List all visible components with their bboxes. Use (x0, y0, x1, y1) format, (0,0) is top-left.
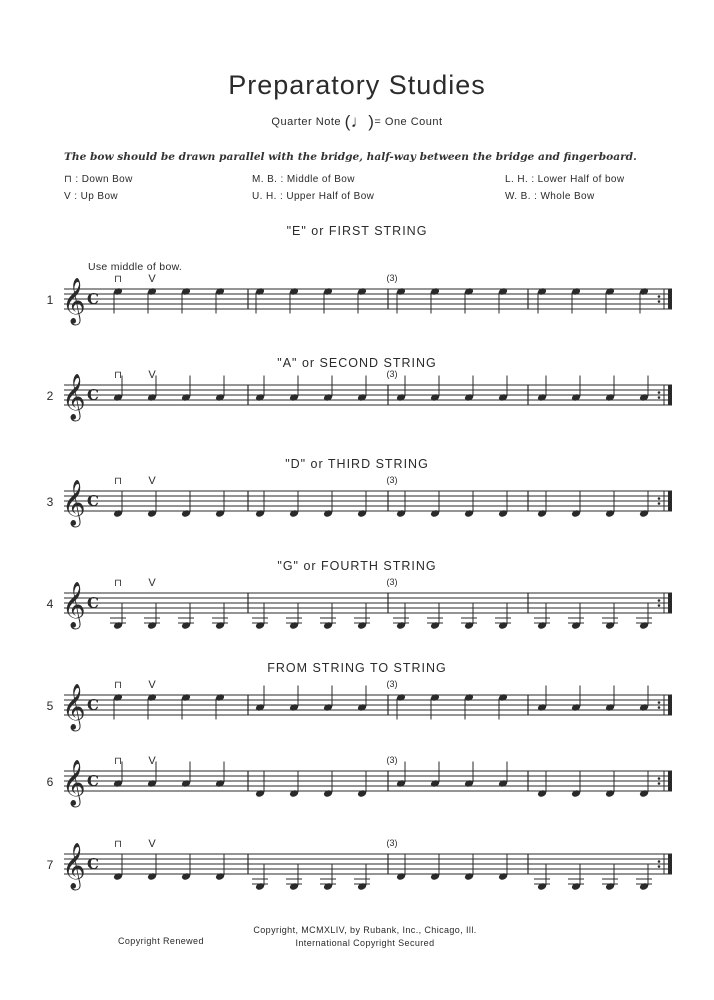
use-middle-of-bow-text: Use middle of bow. (88, 261, 183, 273)
legend-text: : Up Bow (74, 191, 119, 202)
exercise-number: 3 (46, 495, 54, 509)
up-bow-icon: V (148, 475, 156, 487)
treble-clef-icon: 𝄞 (62, 278, 86, 324)
repeat-marker: (3) (386, 273, 398, 283)
treble-clef-icon: 𝄞 (62, 843, 86, 889)
subtitle-suffix: = One Count (374, 116, 443, 128)
down-bow-icon: ⊓ (114, 756, 122, 767)
legend-text: : Lower Half of bow (531, 174, 625, 185)
common-time-signature: C (87, 855, 99, 873)
up-bow-icon: V (148, 679, 156, 691)
repeat-dot (658, 701, 661, 704)
section-heading-g-string: "G" or FOURTH STRING (277, 559, 437, 573)
final-barline-thick (668, 491, 672, 511)
subtitle-close-paren: ) (368, 112, 375, 131)
down-bow-icon: ⊓ (114, 680, 122, 691)
treble-clef-icon: 𝄞 (62, 374, 86, 420)
legend-abbrev: M. B. (252, 174, 278, 185)
exercise-number: 5 (46, 699, 54, 713)
treble-clef-icon: 𝄞 (62, 582, 86, 628)
treble-clef-icon: 𝄞 (62, 684, 86, 730)
repeat-dot (658, 396, 661, 399)
legend-text: : Middle of Bow (280, 174, 355, 185)
repeat-dot (658, 865, 661, 868)
up-bow-icon: V (64, 191, 72, 202)
copyright-line: Copyright, MCMXLIV, by Rubank, Inc., Chicago, Ill. (253, 925, 477, 935)
repeat-dot (658, 502, 661, 505)
repeat-dot (658, 497, 661, 500)
up-bow-icon: V (148, 838, 156, 850)
repeat-marker: (3) (386, 369, 398, 379)
legend-text: : Whole Bow (534, 191, 595, 202)
section-heading-a-string: "A" or SECOND STRING (277, 356, 437, 370)
final-barline-thick (668, 593, 672, 613)
exercise-number: 7 (46, 858, 54, 872)
up-bow-icon: V (148, 369, 156, 381)
common-time-signature: C (87, 290, 99, 308)
final-barline-thick (668, 854, 672, 874)
legend-abbrev: U. H. (252, 191, 277, 202)
exercise-number: 6 (46, 775, 54, 789)
section-heading-d-string: "D" or THIRD STRING (285, 457, 429, 471)
down-bow-icon: ⊓ (114, 578, 122, 589)
final-barline-thick (668, 771, 672, 791)
common-time-signature: C (87, 386, 99, 404)
legend-text: : Down Bow (75, 174, 133, 185)
up-bow-icon: V (148, 577, 156, 589)
quarter-note-icon: ♩ (350, 112, 369, 131)
exercise-number: 4 (46, 597, 54, 611)
repeat-dot (658, 300, 661, 303)
repeat-dot (658, 706, 661, 709)
repeat-dot (658, 782, 661, 785)
down-bow-icon: ⊓ (114, 476, 122, 487)
treble-clef-icon: 𝄞 (62, 760, 86, 806)
repeat-dot (658, 777, 661, 780)
legend-abbrev: W. B. (505, 191, 531, 202)
down-bow-icon: ⊓ (114, 274, 122, 285)
common-time-signature: C (87, 696, 99, 714)
common-time-signature: C (87, 594, 99, 612)
repeat-marker: (3) (386, 679, 398, 689)
repeat-marker: (3) (386, 475, 398, 485)
repeat-marker: (3) (386, 755, 398, 765)
exercise-number: 1 (46, 293, 54, 307)
subtitle-open-paren: ( (344, 112, 351, 131)
copyright-renewed: Copyright Renewed (118, 936, 204, 946)
repeat-dot (658, 295, 661, 298)
legend-text: : Upper Half of Bow (279, 191, 375, 202)
repeat-dot (658, 391, 661, 394)
up-bow-icon: V (148, 273, 156, 285)
repeat-marker: (3) (386, 577, 398, 587)
legend-abbrev: L. H. (505, 174, 529, 185)
up-bow-icon: V (148, 755, 156, 767)
page-title: Preparatory Studies (228, 70, 486, 100)
final-barline-thick (668, 385, 672, 405)
exercise-number: 2 (46, 389, 54, 403)
section-heading-string-to-string: FROM STRING TO STRING (267, 661, 447, 675)
final-barline-thick (668, 695, 672, 715)
common-time-signature: C (87, 772, 99, 790)
repeat-dot (658, 604, 661, 607)
final-barline-thick (668, 289, 672, 309)
repeat-marker: (3) (386, 838, 398, 848)
repeat-dot (658, 599, 661, 602)
copyright-line: International Copyright Secured (295, 938, 435, 948)
down-bow-icon: ⊓ (114, 839, 122, 850)
down-bow-icon: ⊓ (114, 370, 122, 381)
copyright-notice (230, 924, 500, 950)
treble-clef-icon: 𝄞 (62, 480, 86, 526)
repeat-dot (658, 860, 661, 863)
down-bow-icon: ⊓ (64, 174, 73, 185)
section-heading-e-string: "E" or FIRST STRING (286, 224, 428, 238)
subtitle-prefix: Quarter Note (271, 116, 341, 128)
bowing-instruction: The bow should be drawn parallel with the bridge, half-way between the bridge and fingerboard. (64, 151, 637, 163)
common-time-signature: C (87, 492, 99, 510)
